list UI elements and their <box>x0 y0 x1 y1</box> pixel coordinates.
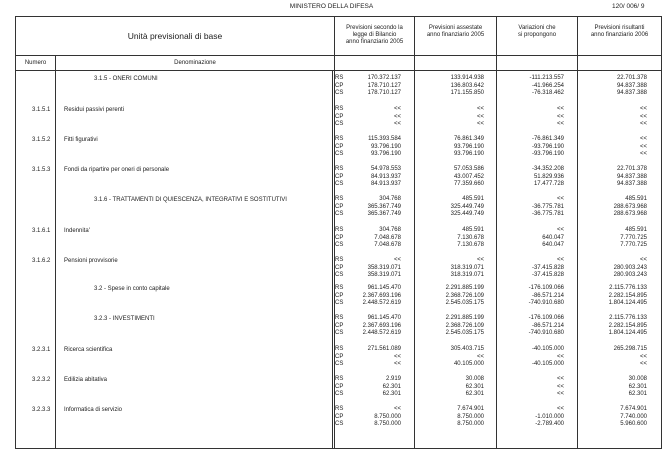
row-values-c3: << -36.775.781 -36.775.781 <box>531 196 564 217</box>
row-label: Fondi da ripartire per oneri di personale <box>64 167 170 173</box>
row-label: 3.1.6 - TRATTAMENTI DI QUIESCENZA, INTEGRATIVI E SOSTITUTIVI <box>94 197 287 203</box>
row-values-c1: << 8.750.000 8.750.000 <box>374 406 401 427</box>
col-prev-bilancio-header: Previsioni secondo la legge di Bilancio anno finanziario 2005 <box>335 17 415 56</box>
row-values-c3: << << << <box>556 106 564 127</box>
row-label: Informatica di servizio <box>64 407 123 413</box>
row-values-c4: 30.008 62.301 62.301 <box>628 376 647 397</box>
row-values-c2: 57.053.586 43.007.452 77.359.660 <box>453 166 484 187</box>
row-label: Fitti figurativi <box>64 137 98 143</box>
row-values-c2: << << << <box>476 106 484 127</box>
row-label: Edilizia abitativa <box>64 377 108 383</box>
row-values-c2: 7.674.901 8.750.000 8.750.000 <box>457 406 484 427</box>
row-values-c3: -40.105.000 << -40.105.000 <box>531 346 564 367</box>
row-values-c2: 305.403.715 << 40.105.000 <box>450 346 484 367</box>
row-values-c4: 22.701.378 94.837.388 94.837.388 <box>616 166 647 187</box>
row-values-c1: 961.145.470 2.367.693.196 2.448.572.619 <box>362 285 401 306</box>
row-values-c1: 304.768 7.048.678 7.048.678 <box>374 227 401 248</box>
col-variazioni-header: Variazioni che si propongono <box>497 17 578 56</box>
row-values-c1: << 358.319.071 358.319.071 <box>367 257 401 278</box>
row-values-c1: 2.919 62.301 62.301 <box>382 376 401 397</box>
unit-header: Unità previsionali di base <box>16 17 335 56</box>
row-values-c3: << 640.047 640.047 <box>542 227 564 248</box>
row-code: 3.1.6.2 <box>32 258 51 264</box>
row-type-codes: RS CP CS <box>335 106 344 127</box>
row-values-c4: << 280.903.243 280.903.243 <box>613 257 647 278</box>
row-type-codes: RS CP CS <box>335 257 344 278</box>
row-label: Indennita' <box>64 228 90 234</box>
row-values-c3: -34.352.208 51.829.936 17.477.728 <box>531 166 564 187</box>
row-label: 3.2.3 - INVESTIMENTI <box>94 316 155 322</box>
row-type-codes: RS CP CS <box>335 166 344 187</box>
row-label: Pensioni provvisorie <box>64 258 118 264</box>
row-type-codes: RS CP CS <box>335 227 344 248</box>
row-label: 3.1.5 - ONERI COMUNI <box>94 76 158 82</box>
row-type-codes: RS CP CS <box>335 196 344 217</box>
row-values-c4: 485.591 7.770.725 7.770.725 <box>620 227 647 248</box>
row-values-c2: 133.914.938 136.803.642 171.155.850 <box>450 75 484 96</box>
denominazione-header: Denominazione <box>56 56 335 71</box>
row-values-c4: 265.298.715 << << <box>613 346 647 367</box>
row-code: 3.1.6.1 <box>32 228 51 234</box>
row-values-c2: 2.291.885.199 2.368.726.109 2.545.035.175 <box>445 285 484 306</box>
row-type-codes: RS CP CS <box>335 346 344 367</box>
page-reference: 120/ 006/ 9 <box>612 3 645 10</box>
row-type-codes: RS CP CS <box>335 285 344 306</box>
row-values-c3: -176.109.066 -86.571.214 -740.910.680 <box>528 315 564 336</box>
row-values-c3: -111.213.557 -41.966.254 -76.318.462 <box>529 75 564 96</box>
row-values-c1: 304.768 365.367.749 365.367.749 <box>367 196 401 217</box>
row-values-c1: 961.145.470 2.367.693.196 2.448.572.619 <box>362 315 401 336</box>
row-values-c3: << -37.415.828 -37.415.828 <box>531 257 564 278</box>
row-code: 3.1.5.1 <box>32 107 51 113</box>
row-type-codes: RS CP CS <box>335 315 344 336</box>
row-label: Ricerca scientifica <box>64 347 113 353</box>
row-values-c4: << << << <box>639 136 647 157</box>
row-values-c3: -176.109.066 -86.571.214 -740.910.680 <box>528 285 564 306</box>
row-values-c3: << -1.010.000 -2.789.400 <box>535 406 564 427</box>
row-type-codes: RS CP CS <box>335 406 344 427</box>
row-values-c1: 54.978.553 84.913.937 84.913.937 <box>370 166 401 187</box>
row-values-c3: -76.861.349 -93.796.190 -93.796.190 <box>531 136 564 157</box>
row-type-codes: RS CP CS <box>335 136 344 157</box>
row-values-c1: 170.372.137 178.710.127 178.710.127 <box>367 75 401 96</box>
row-type-codes: RS CP CS <box>335 75 344 96</box>
col-prev-assestate-header: Previsioni assestate anno finanziario 2005 <box>415 17 497 56</box>
row-values-c4: 2.115.776.133 2.282.154.895 1.804.124.495 <box>608 285 647 306</box>
row-values-c2: 485.591 325.449.749 325.449.749 <box>450 196 484 217</box>
row-label: Residui passivi perenti <box>64 107 125 113</box>
row-code: 3.1.5.2 <box>32 137 51 143</box>
row-type-codes: RS CP CS <box>335 376 344 397</box>
row-code: 3.2.3.1 <box>32 347 51 353</box>
row-values-c2: 2.291.885.199 2.368.726.109 2.545.035.175 <box>445 315 484 336</box>
ministry-title: MINISTERO DELLA DIFESA <box>289 3 374 10</box>
row-values-c4: << << << <box>639 106 647 127</box>
row-values-c1: 115.393.584 93.796.190 93.796.190 <box>368 136 401 157</box>
numero-header: Numero <box>16 56 56 71</box>
row-values-c2: 30.008 62.301 62.301 <box>465 376 484 397</box>
row-code: 3.2.3.3 <box>32 407 51 413</box>
row-values-c1: << << << <box>393 106 401 127</box>
row-values-c3: << << << <box>556 376 564 397</box>
row-values-c2: << 318.319.071 318.319.071 <box>450 257 484 278</box>
row-values-c2: 76.861.349 93.796.190 93.796.190 <box>453 136 484 157</box>
row-values-c4: 7.674.901 7.740.000 5.960.600 <box>620 406 647 427</box>
row-code: 3.2.3.2 <box>32 377 51 383</box>
row-values-c4: 2.115.776.133 2.282.154.895 1.804.124.495 <box>608 315 647 336</box>
row-code: 3.1.5.3 <box>32 167 51 173</box>
row-values-c4: 485.591 288.673.968 288.673.968 <box>613 196 647 217</box>
budget-table <box>15 16 662 449</box>
row-label: 3.2 - Spese in conto capitale <box>94 286 170 292</box>
row-values-c2: 485.591 7.130.678 7.130.678 <box>457 227 484 248</box>
row-values-c1: 271.561.089 << << <box>367 346 401 367</box>
row-values-c4: 22.701.378 94.837.388 94.837.388 <box>616 75 647 96</box>
col-prev-risultanti-header: Previsioni risultanti anno finanziario 2006 <box>578 17 662 56</box>
